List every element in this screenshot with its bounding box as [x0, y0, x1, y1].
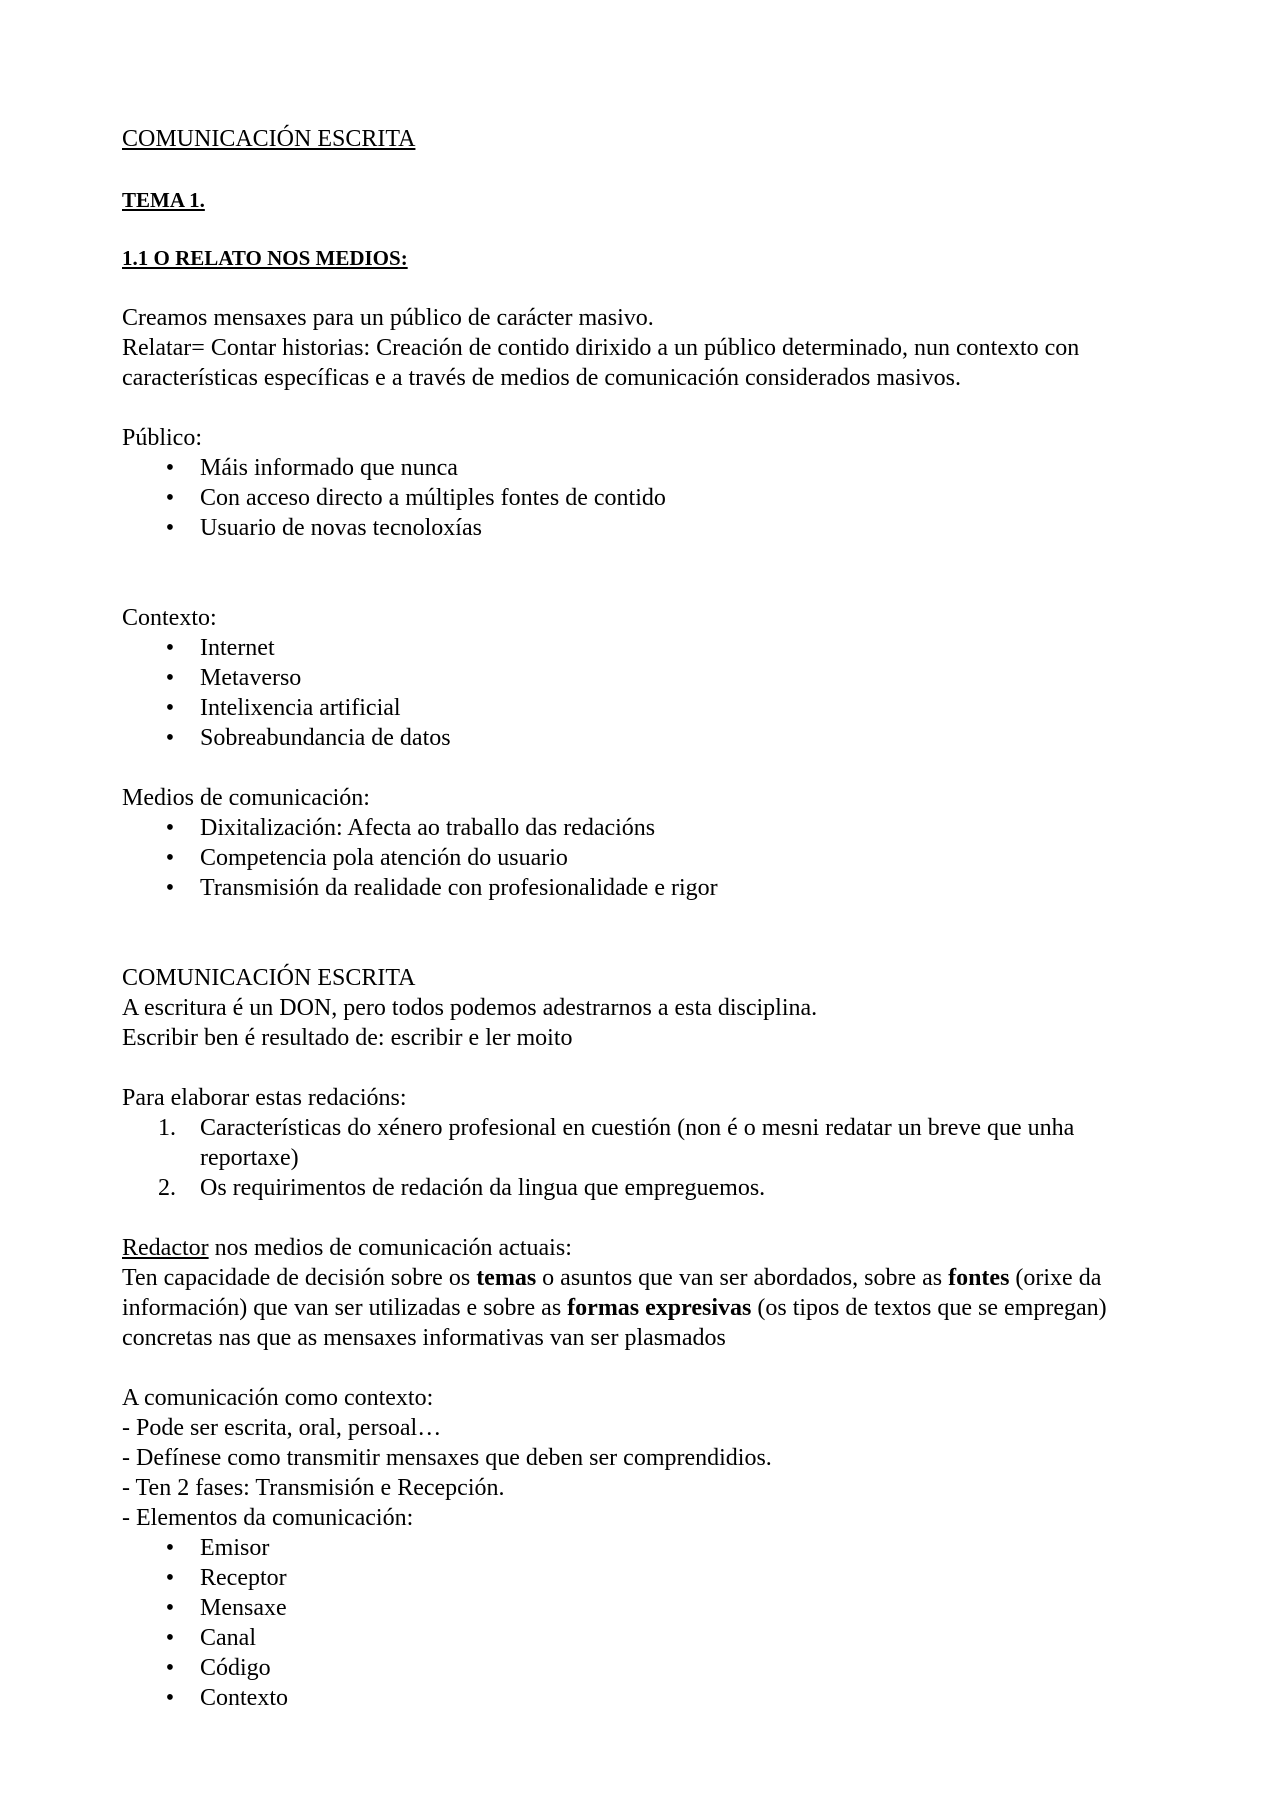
emphasis-formas: formas expresivas: [567, 1295, 752, 1321]
redactor-paragraph: Ten capacidade de decisión sobre os temas o asuntos que van ser abordados, sobre as fontes (orixe da información) que van ser utilizadas e sobre as formas expresivas (os tipos de textos que se empregan) concretas nas que as mensaxes informativas van ser plasmados: [122, 1265, 1107, 1351]
list-item: • Canal: [165, 1625, 256, 1651]
com-escrita-line-1: A escritura é un DON, pero todos podemos adestrarnos a esta disciplina.: [122, 995, 818, 1021]
list-item: • Usuario de novas tecnoloxías: [165, 515, 482, 541]
emphasis-temas: temas: [476, 1265, 537, 1291]
redactor-heading: Redactor nos medios de comunicación actuais:: [122, 1235, 572, 1261]
list-item: • Metaverso: [165, 665, 302, 691]
list-item: • Con acceso directo a múltiples fontes de contido: [165, 485, 666, 511]
list-item: • Sobreabundancia de datos: [165, 725, 451, 751]
intro-line-2: Relatar= Contar historias: Creación de contido dirixido a un público determinado, nun contexto con características específicas e a través de medios de comunicación considerados masivos.: [122, 335, 1080, 391]
acom-line-2: - Defínese como transmitir mensaxes que deben ser comprendidios.: [122, 1445, 772, 1471]
acom-line-1: - Pode ser escrita, oral, persoal…: [122, 1415, 442, 1441]
medios-label: Medios de comunicación:: [122, 785, 370, 811]
list-item: • Competencia pola atención do usuario: [165, 845, 568, 871]
contexto-label: Contexto:: [122, 605, 217, 631]
publico-label: Público:: [122, 425, 203, 451]
list-item: • Intelixencia artificial: [165, 695, 401, 721]
elementos-list: [122, 1533, 1162, 1713]
list-item: • Código: [165, 1655, 271, 1681]
emphasis-fontes: fontes: [948, 1265, 1010, 1291]
list-item: • Emisor: [165, 1535, 270, 1561]
com-escrita-line-2: Escribir ben é resultado de: escribir e ler moito: [122, 1025, 573, 1051]
acom-line-4: - Elementos da comunicación:: [122, 1505, 414, 1531]
acom-label: A comunicación como contexto:: [122, 1385, 434, 1411]
com-escrita-heading: COMUNICACIÓN ESCRITA: [122, 965, 416, 991]
medios-list: [122, 813, 1162, 903]
section-heading: 1.1 O RELATO NOS MEDIOS:: [122, 246, 408, 270]
list-item: • Receptor: [165, 1565, 287, 1591]
elaborar-label: Para elaborar estas redacións:: [122, 1085, 407, 1111]
list-item: 1. Características do xénero profesional en cuestión (non é o mesni redatar un breve que unha reportaxe): [158, 1115, 1075, 1171]
list-item: 2. Os requirimentos de redación da lingua que empreguemos.: [158, 1175, 766, 1201]
elaborar-list: [122, 1113, 1162, 1203]
contexto-list: [122, 633, 1162, 753]
acom-line-3: - Ten 2 fases: Transmisión e Recepción.: [122, 1475, 505, 1501]
list-item: • Contexto: [165, 1685, 288, 1711]
list-item: • Dixitalización: Afecta ao traballo das redacións: [165, 815, 656, 841]
list-item: • Internet: [165, 635, 275, 661]
intro-line-1: Creamos mensaxes para un público de carácter masivo.: [122, 305, 654, 331]
tema-heading: TEMA 1.: [122, 188, 205, 212]
list-item: • Transmisión da realidade con profesionalidade e rigor: [165, 875, 718, 901]
list-item: • Mensaxe: [165, 1595, 287, 1621]
list-item: • Máis informado que nunca: [165, 455, 458, 481]
redactor-word: Redactor: [122, 1235, 209, 1261]
publico-list: [122, 453, 1162, 543]
document-content: [122, 124, 1162, 1713]
document-title: COMUNICACIÓN ESCRITA: [122, 126, 416, 152]
